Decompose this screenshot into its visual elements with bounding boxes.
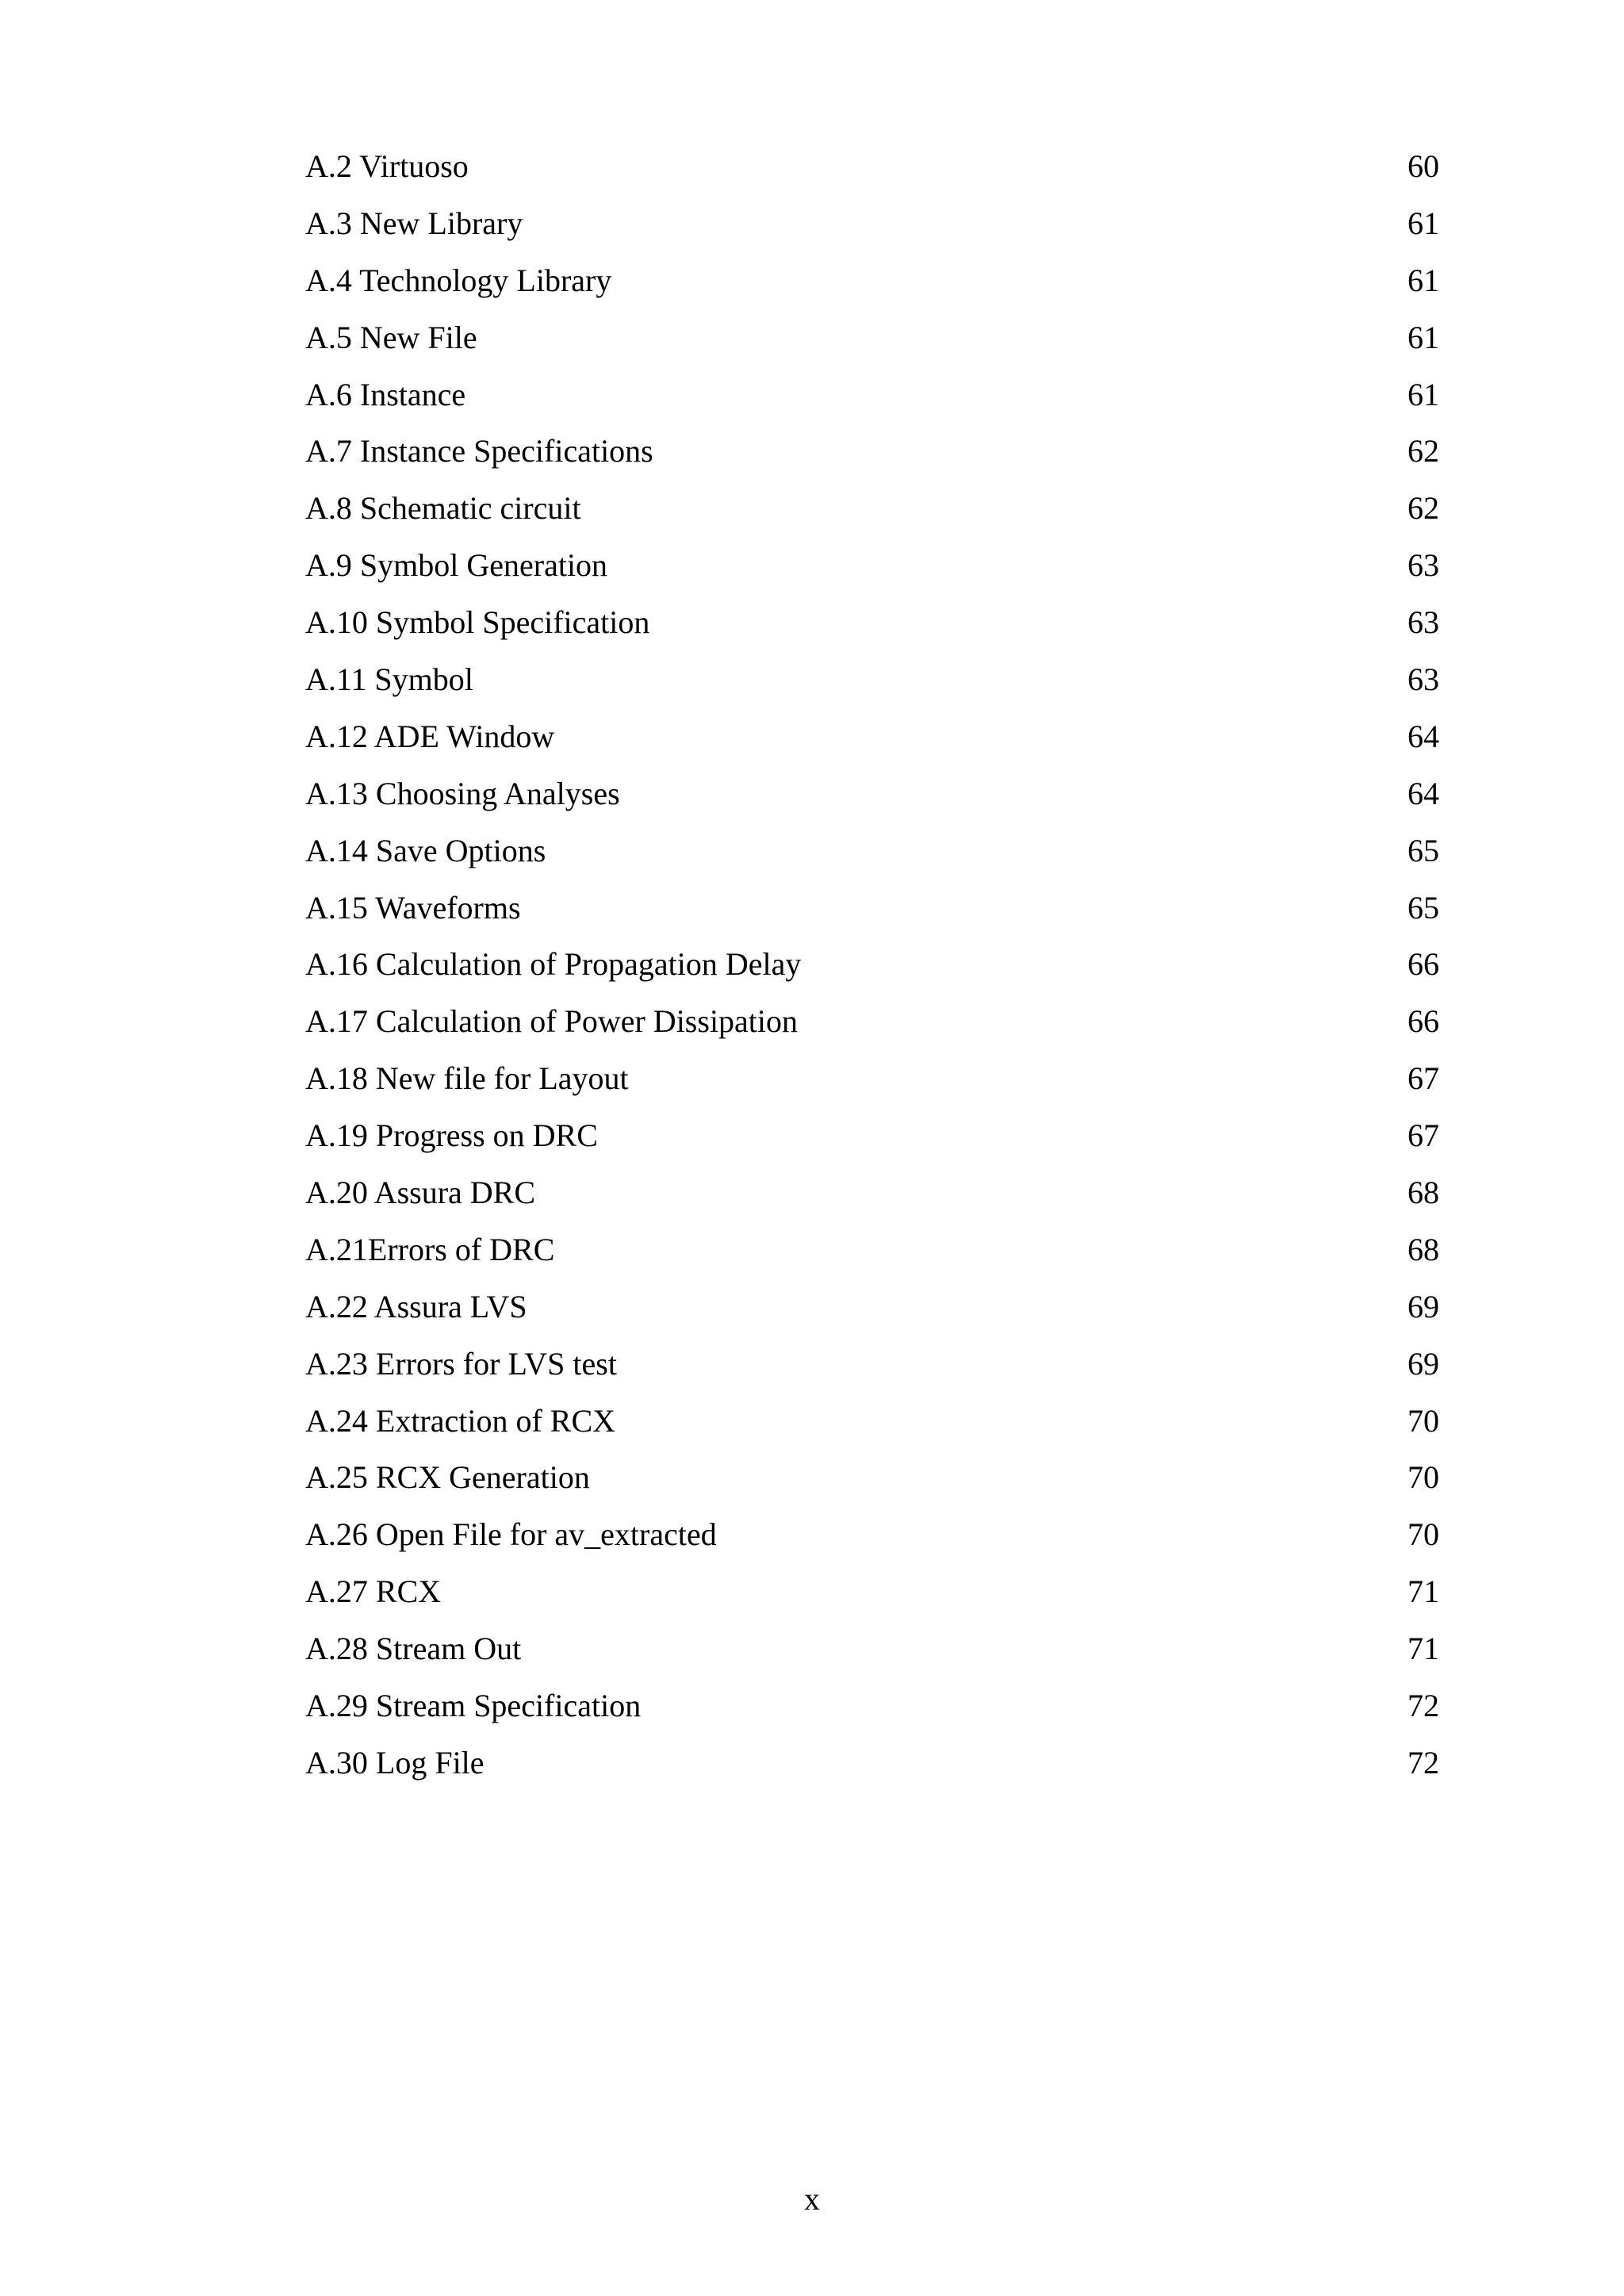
toc-entry-page: 61: [1408, 262, 1439, 298]
toc-entry-title: A.24 Extraction of RCX: [305, 1402, 616, 1439]
toc-entry-page: 60: [1408, 148, 1439, 184]
toc-entry: [305, 485, 1439, 542]
toc-entry-title: A.6 Instance: [305, 376, 466, 412]
toc-entry-title: A.11 Symbol: [305, 661, 473, 698]
toc-entry: [305, 1283, 1439, 1340]
toc-entry-title: A.14 Save Options: [305, 832, 546, 868]
toc-entry-page: 71: [1408, 1631, 1439, 1667]
toc-entry-page: 63: [1408, 604, 1439, 641]
toc-entry-page: 67: [1408, 1117, 1439, 1154]
toc-entry-page: 70: [1408, 1402, 1439, 1439]
toc-entry: [305, 143, 1439, 200]
toc-entry-page: 68: [1408, 1175, 1439, 1211]
toc-entry: [305, 998, 1439, 1055]
toc-entry-title: A.21Errors of DRC: [305, 1231, 555, 1267]
toc-entry-title: A.12 ADE Window: [305, 718, 555, 754]
toc-entry: [305, 1511, 1439, 1568]
toc-entry-page: 65: [1408, 889, 1439, 926]
toc-entry-page: 61: [1408, 205, 1439, 241]
toc-entry: [305, 1625, 1439, 1682]
toc-entry-title: A.23 Errors for LVS test: [305, 1345, 617, 1382]
toc-entry-page: 65: [1408, 832, 1439, 868]
toc-entry-title: A.22 Assura LVS: [305, 1288, 527, 1324]
toc-entry: [305, 827, 1439, 884]
toc-entry-title: A.3 New Library: [305, 205, 523, 241]
toc-entry: [305, 599, 1439, 656]
toc-entry-title: A.7 Instance Specifications: [305, 433, 653, 470]
toc-entry-page: 69: [1408, 1345, 1439, 1382]
toc-entry-page: 66: [1408, 1003, 1439, 1040]
toc-entry: [305, 1226, 1439, 1283]
toc-entry-title: A.5 New File: [305, 319, 477, 355]
toc-entry: [305, 427, 1439, 485]
toc-entry-title: A.28 Stream Out: [305, 1631, 522, 1667]
toc-entry: [305, 314, 1439, 371]
toc-entry-title: A.25 RCX Generation: [305, 1459, 590, 1496]
toc-entry: [305, 884, 1439, 941]
toc-entry-title: A.15 Waveforms: [305, 889, 521, 926]
toc-entry-page: 64: [1408, 775, 1439, 811]
toc-entry: [305, 1739, 1439, 1796]
toc-entry-title: A.10 Symbol Specification: [305, 604, 650, 641]
toc-entry: [305, 371, 1439, 428]
toc-entry-page: 62: [1408, 490, 1439, 527]
toc-entry-page: 62: [1408, 433, 1439, 470]
toc-entry-page: 66: [1408, 946, 1439, 983]
toc-entry-page: 72: [1408, 1688, 1439, 1724]
toc-entry-page: 70: [1408, 1516, 1439, 1553]
toc-entry-page: 69: [1408, 1288, 1439, 1324]
toc-entry: [305, 1169, 1439, 1226]
toc-entry-title: A.13 Choosing Analyses: [305, 775, 620, 811]
toc-entry: [305, 1340, 1439, 1397]
toc-entry-title: A.30 Log File: [305, 1744, 485, 1780]
toc-entry: [305, 257, 1439, 314]
toc-entry: [305, 200, 1439, 257]
table-of-contents-list: [305, 143, 1439, 1796]
toc-entry: [305, 713, 1439, 770]
toc-entry-page: 71: [1408, 1573, 1439, 1610]
toc-entry-title: A.18 New file for Layout: [305, 1060, 629, 1097]
toc-entry-page: 63: [1408, 547, 1439, 584]
toc-entry-page: 70: [1408, 1459, 1439, 1496]
toc-entry-title: A.29 Stream Specification: [305, 1688, 642, 1724]
toc-entry-page: 64: [1408, 718, 1439, 754]
toc-entry-title: A.16 Calculation of Propagation Delay: [305, 946, 802, 983]
toc-entry: [305, 1112, 1439, 1169]
toc-entry-page: 72: [1408, 1744, 1439, 1780]
toc-entry: [305, 1454, 1439, 1511]
toc-entry-title: A.17 Calculation of Power Dissipation: [305, 1003, 799, 1040]
toc-entry-title: A.26 Open File for av_extracted: [305, 1516, 717, 1553]
toc-entry-title: A.20 Assura DRC: [305, 1175, 536, 1211]
toc-entry: [305, 1568, 1439, 1625]
page-number: x: [804, 2181, 820, 2217]
toc-entry-page: 68: [1408, 1231, 1439, 1267]
toc-entry: [305, 770, 1439, 827]
toc-entry-title: A.9 Symbol Generation: [305, 547, 608, 584]
toc-entry-title: A.19 Progress on DRC: [305, 1117, 598, 1154]
toc-entry-title: A.27 RCX: [305, 1573, 442, 1610]
toc-entry: [305, 1397, 1439, 1455]
toc-entry: [305, 1682, 1439, 1739]
toc-entry: [305, 542, 1439, 599]
toc-entry-page: 63: [1408, 661, 1439, 698]
toc-entry-page: 61: [1408, 376, 1439, 412]
toc-entry: [305, 656, 1439, 713]
toc-entry-page: 61: [1408, 319, 1439, 355]
toc-entry-title: A.2 Virtuoso: [305, 148, 469, 184]
toc-entry-title: A.4 Technology Library: [305, 262, 612, 298]
toc-entry-title: A.8 Schematic circuit: [305, 490, 581, 527]
toc-entry: [305, 941, 1439, 998]
toc-entry-page: 67: [1408, 1060, 1439, 1097]
toc-entry: [305, 1055, 1439, 1112]
